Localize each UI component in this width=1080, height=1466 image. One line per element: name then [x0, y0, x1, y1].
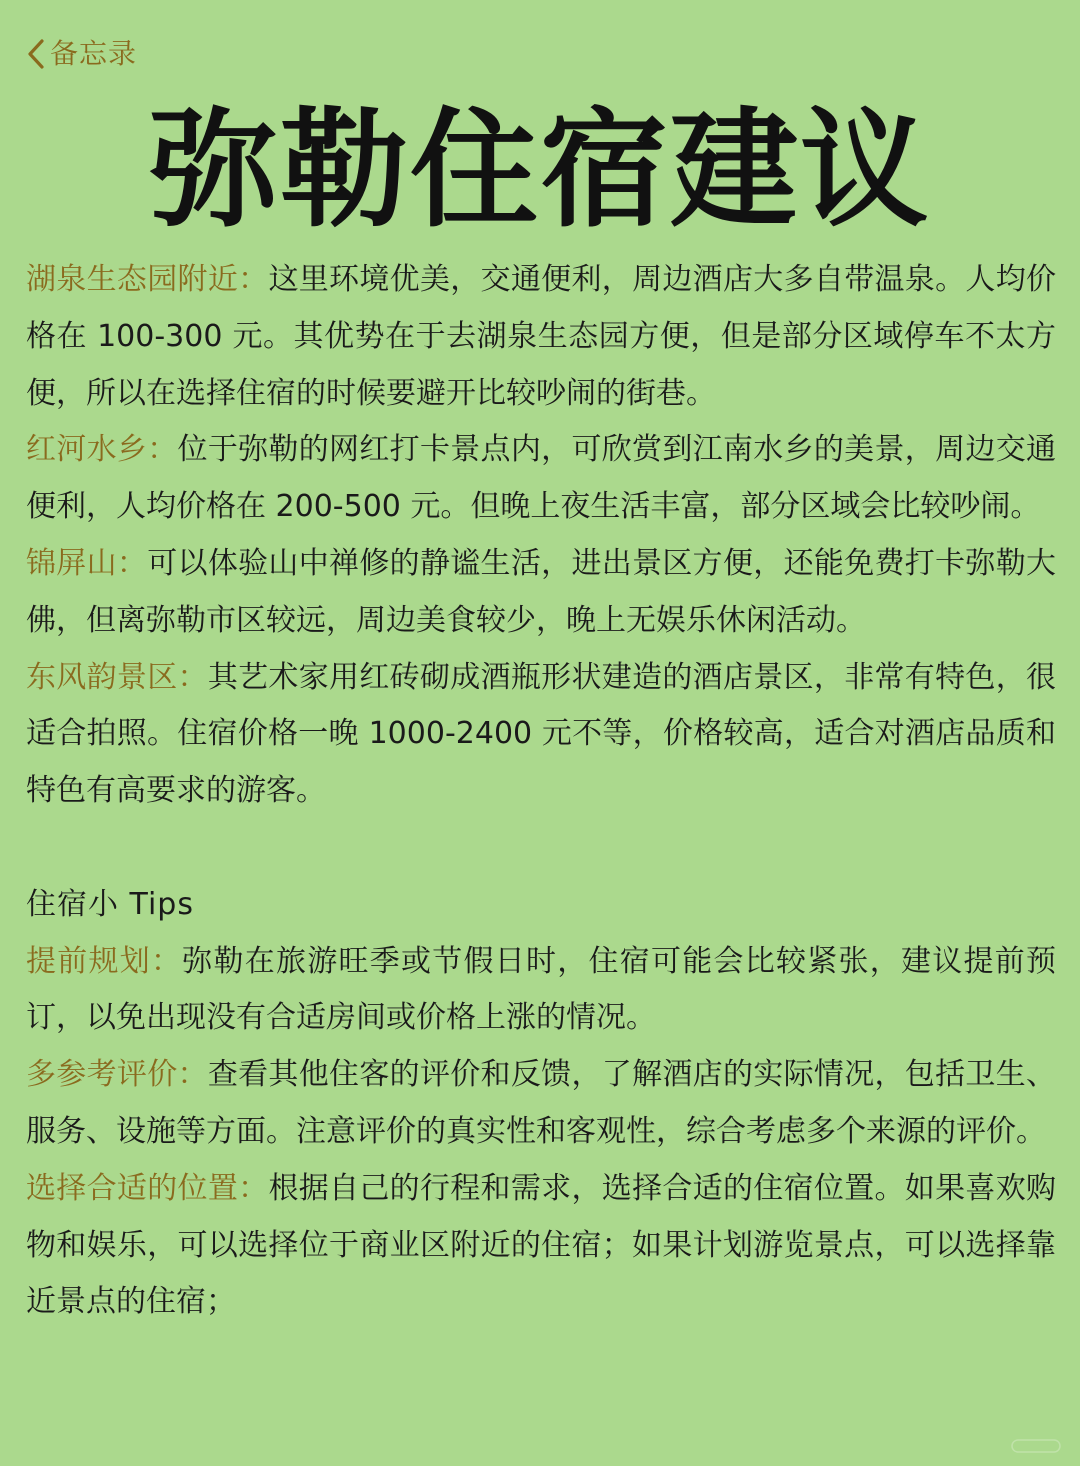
area-paragraph	[26, 650, 1056, 820]
area-paragraph	[26, 422, 1056, 536]
tip-name: 提前规划：	[26, 943, 183, 979]
tip-paragraph	[26, 1047, 1056, 1161]
area-name: 锦屏山：	[26, 545, 148, 581]
area-name: 红河水乡：	[26, 432, 178, 468]
tip-paragraph	[26, 934, 1056, 1048]
area-paragraph	[26, 536, 1056, 650]
tip-paragraph	[26, 1161, 1056, 1331]
back-button[interactable]	[24, 34, 137, 74]
area-text: 位于弥勒的网红打卡景点内，可欣赏到江南水乡的美景，周边交通便利，人均价格在 200-500 元。但晚上夜生活丰富，部分区域会比较吵闹。	[26, 432, 1056, 525]
back-label: 备忘录	[50, 37, 138, 70]
area-text: 其艺术家用红砖砌成酒瓶形状建造的酒店景区，非常有特色，很适合拍照。住宿价格一晚 1000-2400 元不等，价格较高，适合对酒店品质和特色有高要求的游客。	[26, 659, 1057, 809]
tip-name: 选择合适的位置：	[26, 1170, 269, 1206]
section-spacer	[26, 820, 1056, 877]
area-text: 可以体验山中禅修的静谧生活，进出景区方便，还能免费打卡弥勒大佛，但离弥勒市区较远，周边美食较少，晚上无娱乐休闲活动。	[26, 545, 1057, 638]
tip-text: 查看其他住客的评价和反馈，了解酒店的实际情况，包括卫生、服务、设施等方面。注意评价的真实性和客观性，综合考虑多个来源的评价。	[26, 1057, 1057, 1149]
tip-name: 多参考评价：	[26, 1057, 208, 1093]
chevron-left-icon	[24, 35, 46, 73]
tips-heading: 住宿小 Tips	[26, 886, 194, 922]
area-name: 湖泉生态园附近：	[26, 262, 269, 297]
tip-text: 弥勒在旅游旺季或节假日时，住宿可能会比较紧张，建议提前预订，以免出现没有合适房间或价格上涨的情况。	[26, 943, 1056, 1036]
area-name: 东风韵景区：	[26, 659, 208, 695]
watermark-icon	[1010, 1436, 1062, 1456]
memo-content	[26, 252, 1056, 1331]
page-title: 弥勒住宿建议	[149, 96, 930, 245]
area-paragraph	[26, 252, 1056, 422]
tip-text: 根据自己的行程和需求，选择合适的住宿位置。如果喜欢购物和娱乐，可以选择位于商业区附近的住宿；如果计划游览景点，可以选择靠近景点的住宿；	[26, 1170, 1057, 1320]
area-text: 这里环境优美，交通便利，周边酒店大多自带温泉。人均价格在 100-300 元。其优势在于去湖泉生态园方便，但是部分区域停车不太方便，所以在选择住宿的时候要避开比较吵闹的街巷。	[26, 262, 1057, 411]
